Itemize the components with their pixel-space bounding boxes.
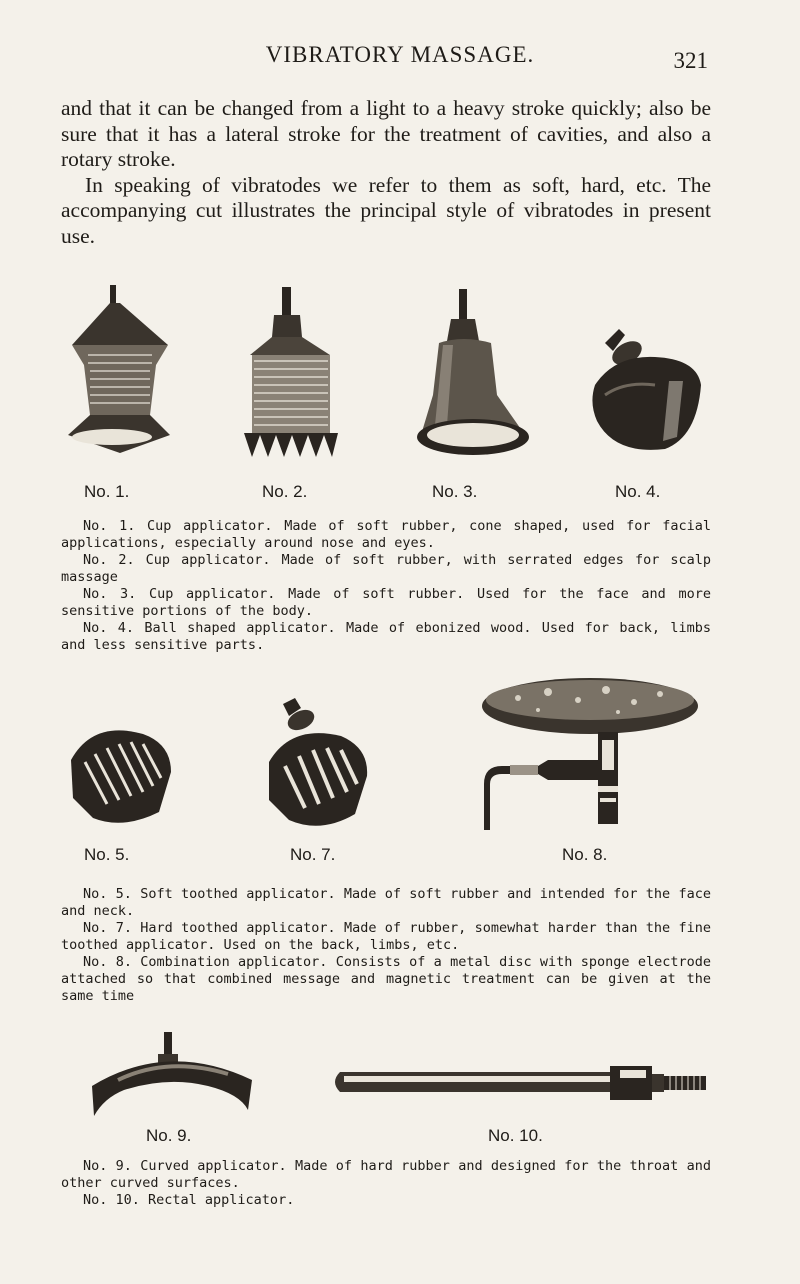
figure-1-cone-cup-illustration [55, 285, 185, 455]
figure-2-serrated-cup-illustration [225, 285, 355, 460]
paragraph-2: In speaking of vibratodes we refer to them as soft, hard, etc. The accompanying cut illustrates the principal style of vibratodes in present use. [61, 172, 711, 248]
figure-10-label: No. 10. [488, 1126, 543, 1145]
figure-3-label: No. 3. [432, 482, 478, 501]
figure-row-3 [0, 1030, 800, 1145]
figure-3-bell-cup-illustration [410, 285, 540, 460]
caption-no-9: No. 9. Curved applicator. Made of hard rubber and designed for the throat and other curved surfaces. [61, 1158, 711, 1191]
figure-row-2 [0, 670, 800, 870]
figure-4-label: No. 4. [615, 482, 661, 501]
caption-no-1: No. 1. Cup applicator. Made of soft rubber, cone shaped, used for facial applications, especially around nose and eyes. [61, 518, 711, 551]
figure-4-ball-applicator-illustration [582, 325, 712, 460]
figure-9-curved-applicator-illustration [85, 1030, 260, 1120]
caption-no-10: No. 10. Rectal applicator. [83, 1192, 295, 1208]
figure-5-soft-toothed-illustration [55, 700, 185, 840]
paragraph-1: and that it can be changed from a light to a heavy stroke quickly; also be sure that it has a lateral stroke for the treatment of cavities, and also a rotary stroke. [61, 96, 711, 172]
caption-no-3: No. 3. Cup applicator. Made of soft rubber. Used for the face and more sensitive portions of the body. [61, 586, 711, 619]
caption-no-8: No. 8. Combination applicator. Consists of a metal disc with sponge electrode attached so that combined message and magnetic treatment can be given at the same time [61, 954, 711, 1004]
body-text [61, 96, 711, 250]
caption-no-5: No. 5. Soft toothed applicator. Made of soft rubber and intended for the face and neck. [61, 886, 711, 919]
running-head: VIBRATORY MASSAGE. [265, 42, 535, 67]
figure-2-label: No. 2. [262, 482, 308, 501]
caption-group-2 [61, 886, 711, 1005]
caption-no-2: No. 2. Cup applicator. Made of soft rubber, with serrated edges for scalp massage [61, 552, 711, 585]
caption-no-4: No. 4. Ball shaped applicator. Made of ebonized wood. Used for back, limbs and less sensitive parts. [61, 620, 711, 653]
figure-8-label: No. 8. [562, 845, 608, 864]
page-number: 321 [673, 48, 708, 73]
figure-7-hard-toothed-illustration [250, 696, 380, 841]
figure-row-1 [0, 285, 800, 501]
caption-group-1 [61, 518, 711, 654]
figure-7-label: No. 7. [290, 845, 336, 864]
figure-1-label: No. 1. [84, 482, 130, 501]
caption-group-3 [61, 1158, 711, 1209]
figure-10-rectal-applicator-illustration [330, 1058, 710, 1108]
caption-no-7: No. 7. Hard toothed applicator. Made of rubber, somewhat harder than the fine toothed applicator. Used on the back, limbs, etc. [61, 920, 711, 953]
figure-8-combination-applicator-illustration [478, 670, 708, 835]
figure-9-label: No. 9. [146, 1126, 192, 1145]
figure-5-label: No. 5. [84, 845, 130, 864]
